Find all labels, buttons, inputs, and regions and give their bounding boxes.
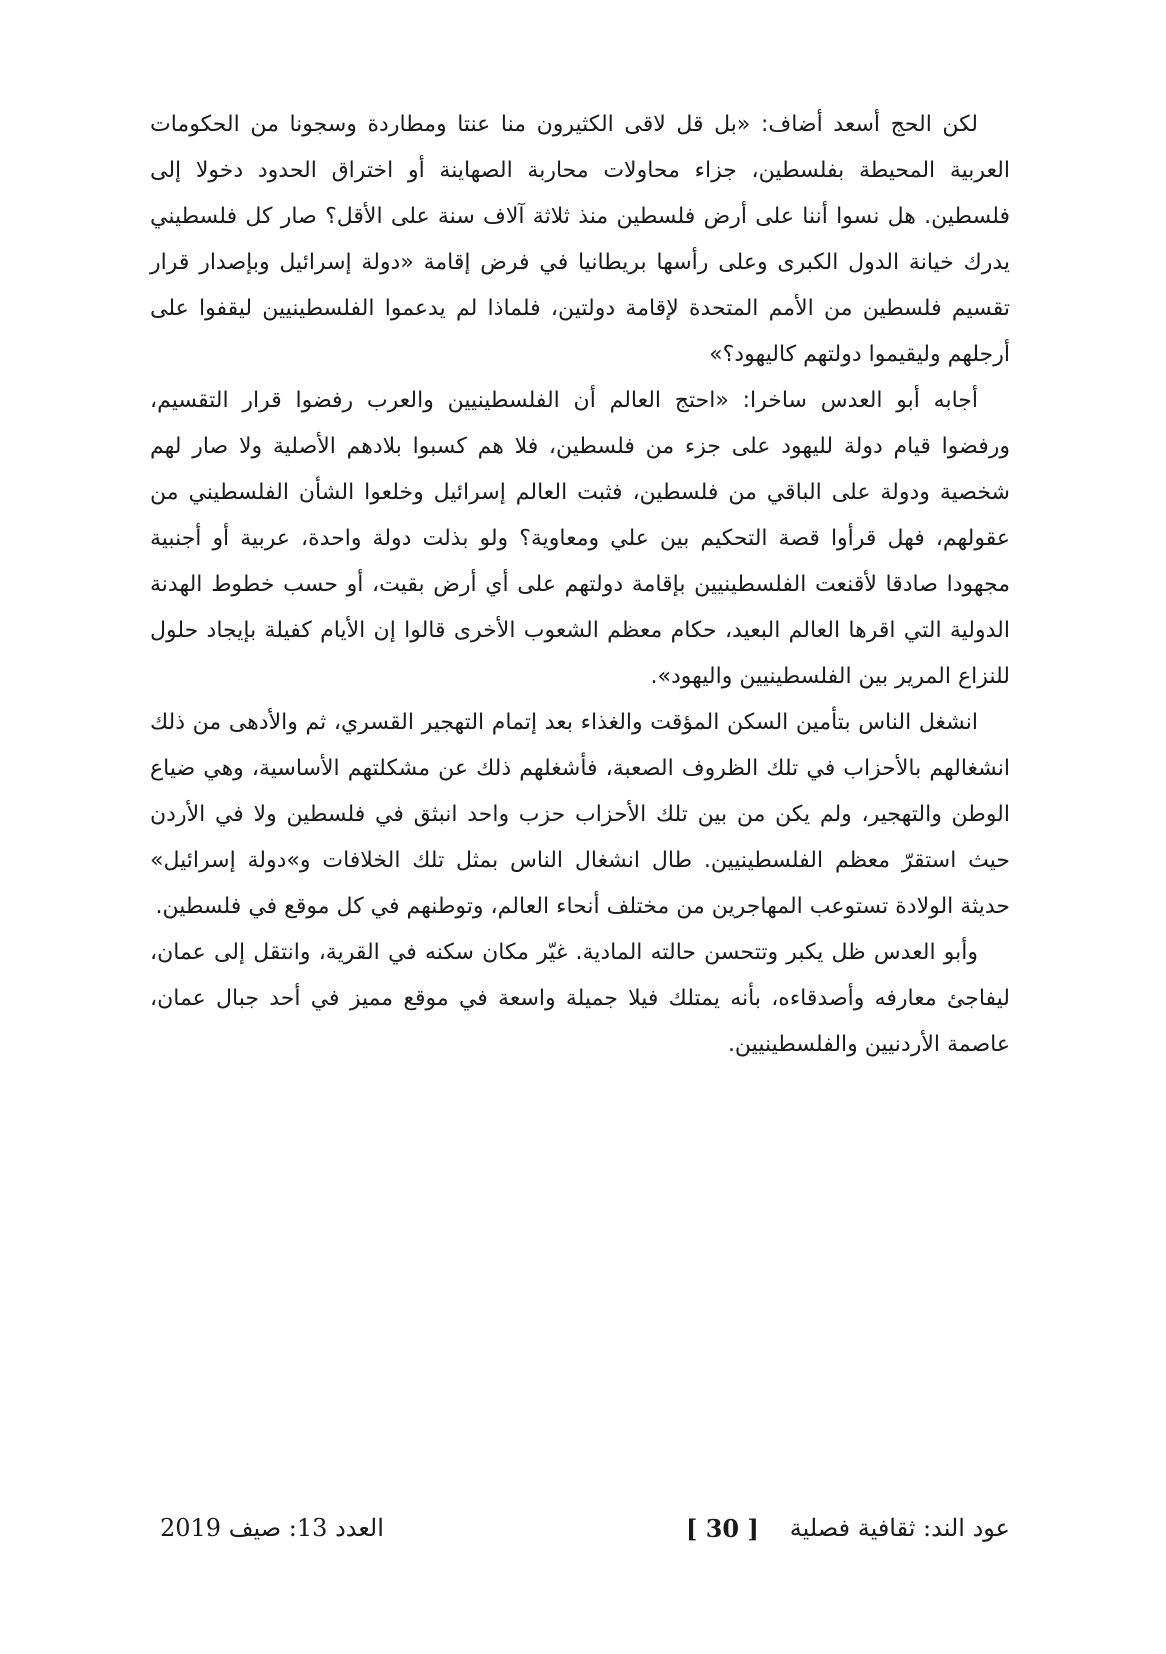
article-body: [150, 102, 1010, 1068]
paragraph-2: أجابه أبو العدس ساخرا: «احتج العالم أن الفلسطينيين والعرب رفضوا قرار التقسيم، ورفضوا قيام دولة لليهود على جزء من فلسطين، فلا هم كسبوا بلادهم الأصلية ولا صار لهم شخصية ودولة على الباقي من فلسطين، فثبت العالم إسرائيل وخلعوا الشأن الفلسطيني من عقولهم، فهل قرأوا قصة التحكيم بين علي ومعاوية؟ ولو بذلت دولة واحدة، عربية أو أجنبية مجهودا صادقا لأقنعت الفلسطينيين بإقامة دولتهم على أي أرض بقيت، أو حسب خطوط الهدنة الدولية التي اقرها العالم البعيد، حكام معظم الشعوب الأخرى قالوا إن الأيام كفيلة بإيجاد حلول للنزاع المرير بين الفلسطينيين واليهود».: [150, 388, 1010, 689]
issue-info: العدد 13: صيف 2019: [160, 1514, 384, 1542]
page-number: [ 30 ]: [686, 1514, 759, 1543]
page-footer: [150, 1514, 1010, 1554]
paragraph-1: لكن الحج أسعد أضاف: «بل قل لاقى الكثيرون منا عنتا ومطاردة وسجونا من الحكومات العربية المحيطة بفلسطين، جزاء محاولات محاربة الصهاينة أو اختراق الحدود دخولا إلى فلسطين. هل نسوا أننا على أرض فلسطين منذ ثلاثة آلاف سنة على الأقل؟ صار كل فلسطيني يدرك خيانة الدول الكبرى وعلى رأسها بريطانيا في فرض إقامة «دولة إسرائيل وبإصدار قرار تقسيم فلسطين من الأمم المتحدة لإقامة دولتين، فلماذا لم يدعموا الفلسطينيين ليقفوا على أرجلهم وليقيموا دولتهم كاليهود؟»: [150, 112, 1010, 367]
paragraph-3: انشغل الناس بتأمين السكن المؤقت والغذاء بعد إتمام التهجير القسري، ثم والأدهى من ذلك انشغالهم بالأحزاب في تلك الظروف الصعبة، فأشغلهم ذلك عن مشكلتهم الأساسية، وهي ضياع الوطن والتهجير، ولم يكن من بين تلك الأحزاب حزب واحد انبثق في فلسطين ولا في الأردن حيث استقرّ معظم الفلسطينيين. طال انشغال الناس بمثل تلك الخلافات و»دولة إسرائيل» حديثة الولادة تستوعب المهاجرين من مختلف أنحاء العالم، وتوطنهم في كل موقع في فلسطين.: [150, 710, 1010, 919]
paragraph-4: وأبو العدس ظل يكبر وتتحسن حالته المادية. غيّر مكان سكنه في القرية، وانتقل إلى عمان، ليفاجئ معارفه وأصدقاءه، بأنه يمتلك فيلا جميلة واسعة في موقع مميز في أحد جبال عمان، عاصمة الأردنيين والفلسطينيين.: [150, 940, 1010, 1057]
journal-title: عود الند: ثقافية فصلية: [789, 1514, 1010, 1542]
